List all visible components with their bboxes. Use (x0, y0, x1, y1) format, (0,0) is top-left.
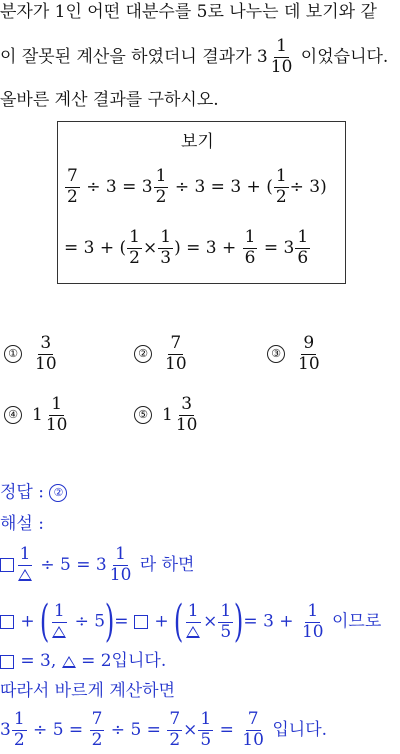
problem-line-2-text: 이 잘못된 계산을 하였더니 결과가 3 (0, 46, 268, 67)
explanation-step-1: 1 ÷ 5 = 3 $\frac{1}{10}$ 라 하면 (0, 546, 194, 585)
explanation-step-5: 3 $\frac{1}{2}$ ÷ 5 = $\frac{7}{2}$ ÷ 5 = $\frac{7}{2}$ × $\frac{1}{5}$ = $\frac{7}{10}$ 입니다. (0, 709, 328, 750)
choice-2[interactable]: ② $\frac{7}{10}$ (134, 335, 190, 374)
choice-3[interactable]: ③ $\frac{9}{10}$ (267, 335, 323, 374)
choice-5[interactable]: ⑤ 1 $\frac{3}{10}$ (134, 396, 200, 435)
explanation-step-3: = 3, = 2입니다. (0, 653, 166, 670)
explanation-step-4: 따라서 바르게 계산하면 (0, 681, 176, 701)
result-fraction: $\frac{1}{10}$ (270, 36, 293, 77)
answer-value: ② (49, 484, 67, 502)
problem-line-2-tail: 이었습니다. (300, 46, 389, 67)
explanation-label: 해설 : (0, 514, 44, 534)
example-title: 보기 (181, 132, 214, 152)
problem-line-2 (0, 38, 388, 77)
example-row-1: $\frac{7}{2}$ ÷ 3 = 3 $\frac{1}{2}$ ÷ 3 = 3 + ( $\frac{1}{2}$ ÷ 3) (67, 166, 327, 207)
triangle-symbol (18, 569, 32, 581)
square-symbol (0, 558, 14, 572)
problem-line-1: 분자가 1인 어떤 대분수를 5로 나누는 데 보기와 같 (0, 2, 377, 22)
explanation-step-2: + ( 1 ÷ 5)= + ( 1 × $\frac{1}{5}$ )= 3 + $\frac{1}{10}$ 이므로 (0, 600, 381, 644)
problem-line-3: 올바른 계산 결과를 구하시오. (0, 90, 219, 110)
answer-line: 정답 : ② (0, 484, 67, 502)
choice-1[interactable]: ① $\frac{3}{10}$ (4, 335, 60, 374)
example-row-2: = 3 + ( $\frac{1}{2}$ × $\frac{1}{3}$ ) = 3 + $\frac{1}{6}$ = 3 $\frac{1}{6}$ (64, 227, 309, 268)
choice-4[interactable]: ④ 1 $\frac{1}{10}$ (4, 396, 70, 435)
